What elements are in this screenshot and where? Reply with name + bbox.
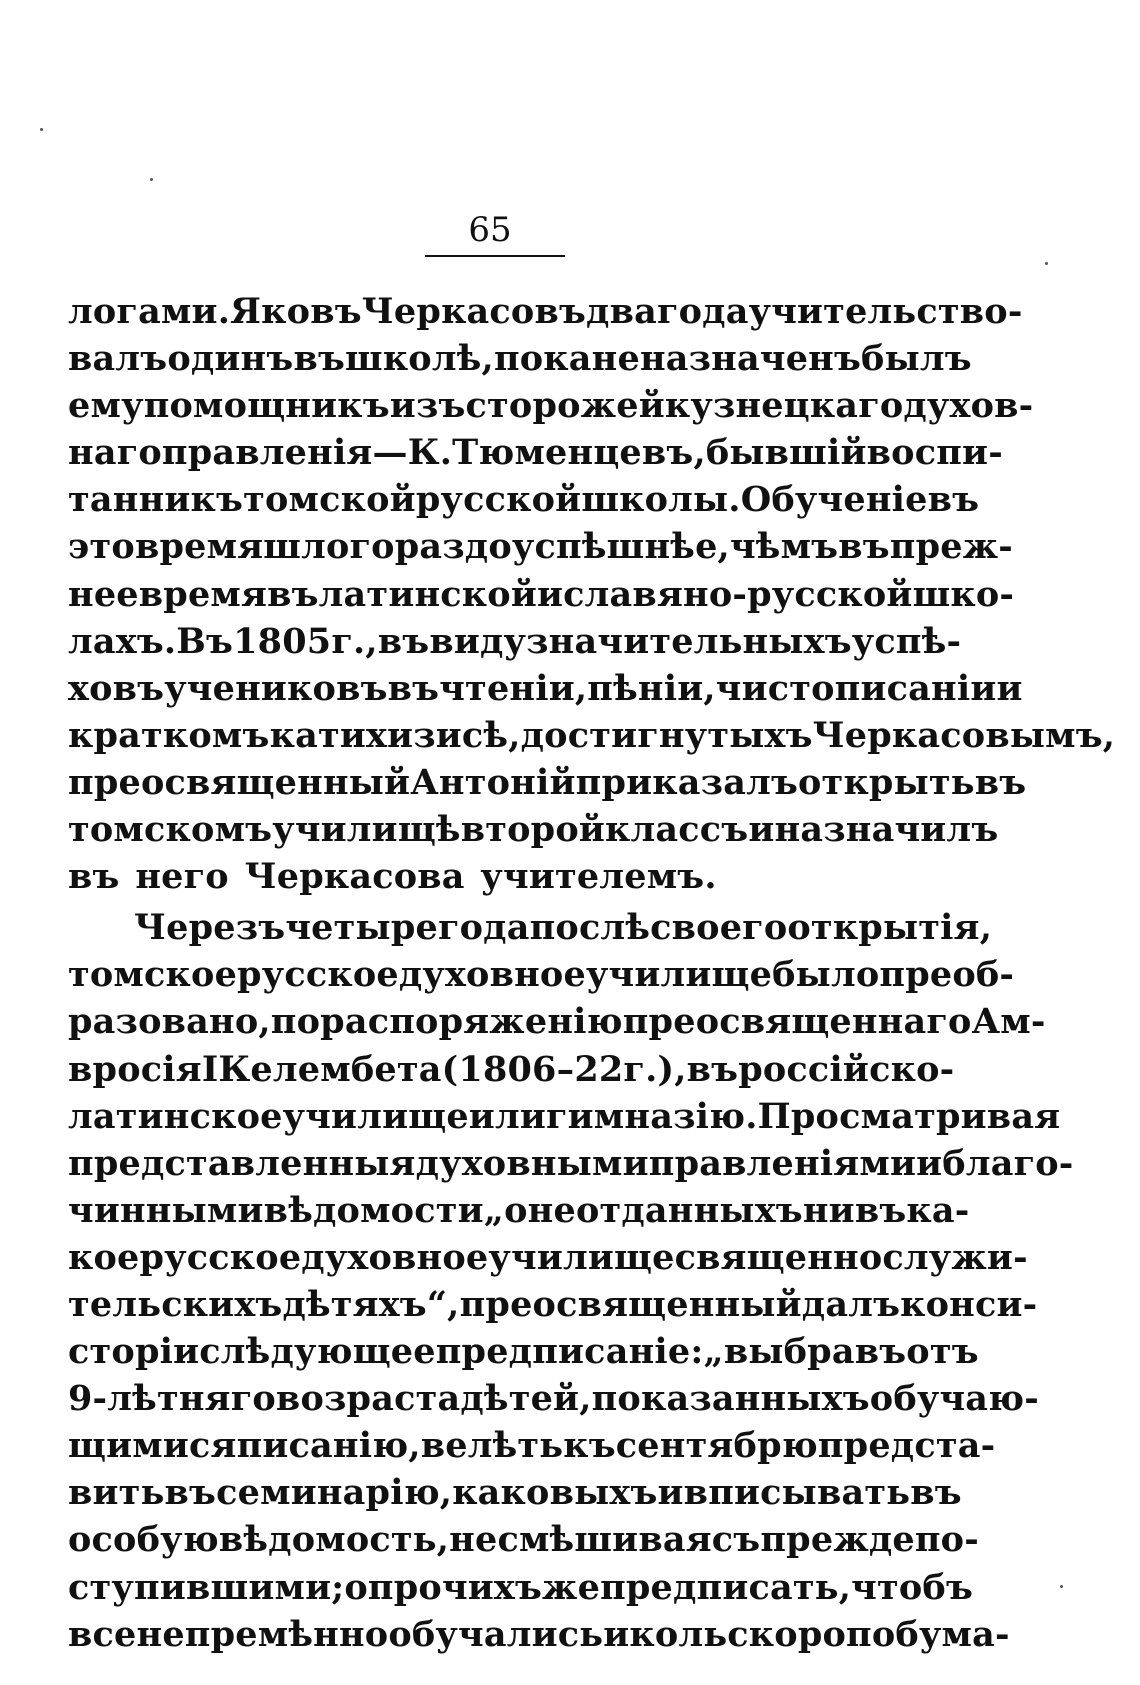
text-line [68, 476, 980, 523]
word: съ [711, 1519, 761, 1561]
word: два [586, 291, 657, 332]
word: логами. [68, 291, 231, 332]
word: школѣ, [345, 338, 494, 380]
word: ка- [906, 1189, 970, 1231]
word: значительныхъ [526, 620, 852, 662]
word: обучались [388, 1613, 604, 1655]
word: щимися [68, 1425, 237, 1467]
word: томской [243, 479, 416, 521]
page-number: 65 [468, 210, 512, 250]
word: гимназію. [546, 1095, 758, 1137]
word: всенепремѣнно [68, 1613, 389, 1655]
word: о [344, 1566, 368, 1608]
word: скоро [727, 1613, 847, 1655]
word: наго [68, 432, 162, 474]
word: учителемъ. [480, 856, 717, 898]
page-number-rule [425, 255, 565, 257]
word: отъ [906, 1331, 979, 1373]
word: чинными [68, 1189, 264, 1231]
word: въ [387, 667, 440, 709]
word: по [270, 1001, 321, 1043]
word: краткомъ [68, 714, 270, 756]
word: валъ [68, 338, 168, 380]
word: по- [914, 1519, 979, 1561]
text-line [68, 1093, 1061, 1140]
word: предписаніе: [435, 1331, 704, 1373]
text-line [68, 288, 1023, 335]
text-line [68, 1234, 1028, 1281]
word: къ [563, 1425, 616, 1467]
word: шко- [912, 573, 1015, 615]
word: бывшій [705, 432, 867, 474]
word: велѣть [420, 1425, 564, 1467]
scan-speck [1045, 262, 1048, 265]
text-line [68, 951, 1015, 998]
text-line [68, 759, 1027, 806]
word: священнослужи- [674, 1236, 1028, 1278]
word: русской [415, 479, 582, 521]
word: въ [68, 856, 120, 898]
text-line [68, 429, 1003, 476]
word: правленіями [648, 1142, 917, 1184]
word: чтобъ [851, 1566, 973, 1608]
word: воспи- [866, 432, 1003, 474]
text-line [68, 1516, 979, 1563]
word: преж- [889, 526, 1014, 568]
word: Антоній [410, 761, 576, 803]
word: него [135, 856, 229, 898]
word: гораздо [349, 526, 512, 568]
word: Яковъ [230, 291, 362, 332]
word: Черезъ [134, 907, 286, 949]
word: русское [139, 1236, 302, 1278]
text-line [68, 1375, 1039, 1422]
word: – [556, 1048, 575, 1090]
word: школы. [581, 479, 741, 521]
word: въ [293, 338, 346, 380]
text-line [68, 1611, 1010, 1658]
word: и [748, 809, 775, 851]
word: I [201, 1048, 219, 1090]
word: въ [838, 526, 890, 568]
word: русское [237, 954, 399, 996]
word: танникъ [68, 479, 244, 521]
word: вѣдомость, [218, 1519, 450, 1561]
word: г.), [623, 1048, 687, 1090]
word: и [996, 667, 1023, 709]
word: разовано, [68, 1001, 271, 1043]
scan-speck [40, 128, 43, 131]
word: классъ [605, 809, 749, 851]
text-line [68, 618, 962, 665]
word: 9-лѣтняго [68, 1378, 276, 1420]
word: четыре [285, 907, 438, 949]
text-line [68, 1564, 973, 1611]
word: Черкасова [244, 856, 465, 898]
word: чтеніи, [439, 667, 588, 709]
word: ни [802, 1189, 855, 1231]
word: тельскихъ [68, 1283, 283, 1325]
text-line [68, 1328, 979, 1375]
word: 22 [574, 1048, 624, 1090]
word: Ам- [971, 1001, 1046, 1043]
text-line [68, 335, 972, 382]
word: чистописаніи [715, 667, 997, 709]
word: училищѣ [272, 809, 461, 851]
word: бума- [895, 1613, 1010, 1655]
word: и [536, 573, 564, 615]
word: далъ [801, 1283, 901, 1325]
word: время [138, 573, 268, 615]
word: не [591, 338, 640, 380]
word: время [134, 526, 264, 568]
word: духовное [398, 954, 586, 996]
word: въ [377, 620, 430, 662]
word: конси- [900, 1283, 1038, 1325]
word: учениковъ [164, 667, 388, 709]
text-line [68, 1187, 970, 1234]
word: россійско- [738, 1048, 955, 1090]
word: лахъ. [68, 620, 177, 662]
word: пѣніи, [587, 667, 716, 709]
word: и [916, 1142, 943, 1184]
word: ховъ [68, 667, 165, 709]
word: Тюменцевъ, [452, 432, 706, 474]
word: вписывать [683, 1472, 911, 1514]
word: „о [483, 1189, 528, 1231]
word: вить [68, 1472, 165, 1514]
word: писанію, [236, 1425, 421, 1467]
word: и [603, 1613, 630, 1655]
word: Обученіе [740, 479, 928, 521]
text-line [68, 806, 999, 853]
word: и [657, 1472, 684, 1514]
word: достигнутыхъ [520, 714, 813, 756]
word: училище [282, 1095, 469, 1137]
word: успѣшнѣе, [511, 526, 730, 568]
word: Черкасовымъ, [812, 714, 1116, 756]
word: въ [974, 761, 1027, 803]
word: „выбравъ [703, 1331, 907, 1373]
word: возраста [275, 1378, 461, 1420]
word: смѣшивая [497, 1519, 712, 1561]
word: кое [68, 1236, 140, 1278]
word: неотданныхъ [527, 1189, 803, 1231]
word: же [542, 1566, 601, 1608]
paragraph [68, 288, 1116, 900]
word: представленныя [68, 1142, 416, 1184]
word: это [68, 526, 135, 568]
word: помощникъ [143, 385, 390, 427]
word: дѣтей, [460, 1378, 592, 1420]
word: томскомъ [68, 809, 273, 851]
text-line [68, 904, 993, 951]
word: слѣдующее [199, 1331, 436, 1373]
word: благо- [942, 1142, 1074, 1184]
word: преосвященный [68, 761, 411, 803]
word: преосвященнаго [622, 1001, 972, 1043]
word: чѣмъ [729, 526, 839, 568]
text-line [68, 1046, 955, 1093]
word: не [449, 1519, 498, 1561]
word: года [437, 907, 530, 949]
word: одинъ [167, 338, 294, 380]
word: особую [68, 1519, 219, 1561]
word: Просматривая [757, 1095, 1061, 1137]
word: славяно-русской [563, 573, 913, 615]
word: показанныхъ [591, 1378, 870, 1420]
word: въ [267, 573, 319, 615]
text-line [68, 523, 1014, 570]
text-line [68, 998, 1046, 1045]
word: послѣ [529, 907, 651, 949]
word: пока [493, 338, 592, 380]
text-line [68, 1140, 1074, 1187]
word: въ [686, 1048, 739, 1090]
word: Келембета [218, 1048, 442, 1090]
word: изъ [389, 385, 466, 427]
word: нее [68, 573, 139, 615]
word: духовное [301, 1236, 489, 1278]
text-line [68, 1469, 962, 1516]
word: семинарію, [216, 1472, 453, 1514]
word: училище [488, 1236, 675, 1278]
word: прочихъ [367, 1566, 543, 1608]
word: своего [650, 907, 788, 949]
word: успѣ- [851, 620, 962, 662]
word: 1805 [233, 620, 332, 662]
word: сентябрю [615, 1425, 818, 1467]
word: преосвященный [459, 1283, 802, 1325]
word: каковыхъ [452, 1472, 658, 1514]
text-line [68, 1422, 996, 1469]
word: томское [68, 954, 238, 996]
word: распоряженію [320, 1001, 623, 1043]
word: назначилъ [774, 809, 999, 851]
word: катихизисѣ, [269, 714, 521, 756]
text-line [68, 665, 1023, 712]
text-line [68, 1281, 1038, 1328]
word: Черкасовъ [361, 291, 587, 332]
word: въ [854, 1189, 907, 1231]
word: ступившими; [68, 1566, 345, 1608]
word: кузнецкаго [664, 385, 904, 427]
word: вросія [68, 1048, 202, 1090]
word: открытія, [787, 907, 993, 949]
word: коль [629, 1613, 728, 1655]
word: открыть [798, 761, 975, 803]
text-line [68, 853, 928, 900]
word: училище [585, 954, 773, 996]
word: въ [164, 1472, 217, 1514]
word: духов- [903, 385, 1034, 427]
word: духовными [415, 1142, 649, 1184]
word: латинское [68, 1095, 283, 1137]
word: по [846, 1613, 896, 1655]
word: въ [927, 479, 980, 521]
word: преоб- [879, 954, 1015, 996]
word: правленія—К. [161, 432, 453, 474]
word: виду [429, 620, 527, 662]
text-line [68, 571, 1015, 618]
word: дѣтяхъ“, [282, 1283, 460, 1325]
word: прежде [760, 1519, 915, 1561]
word: учительство- [748, 291, 1023, 332]
word: или [468, 1095, 546, 1137]
word: (1806 [441, 1048, 557, 1090]
word: обучаю- [869, 1378, 1039, 1420]
word: приказалъ [575, 761, 799, 803]
word: предста- [817, 1425, 996, 1467]
word: года [656, 291, 749, 332]
word: предписать, [600, 1566, 852, 1608]
scan-speck [150, 178, 153, 181]
word: сторіи [68, 1331, 200, 1373]
word: въ [910, 1472, 962, 1514]
text-line [68, 712, 1116, 759]
paragraph [68, 904, 1074, 1658]
word: ему [68, 385, 144, 427]
word: шло [263, 526, 350, 568]
word: латинской [318, 573, 537, 615]
word: второй [460, 809, 606, 851]
text-line [68, 382, 1034, 429]
word: г., [331, 620, 378, 662]
word: сторожей [465, 385, 665, 427]
word: назначенъ [639, 338, 862, 380]
scan-speck [1060, 1585, 1063, 1588]
word: былъ [861, 338, 972, 380]
body-text [68, 288, 1116, 1658]
word: Въ [176, 620, 234, 662]
word: вѣдомости [263, 1189, 484, 1231]
word: было [772, 954, 880, 996]
